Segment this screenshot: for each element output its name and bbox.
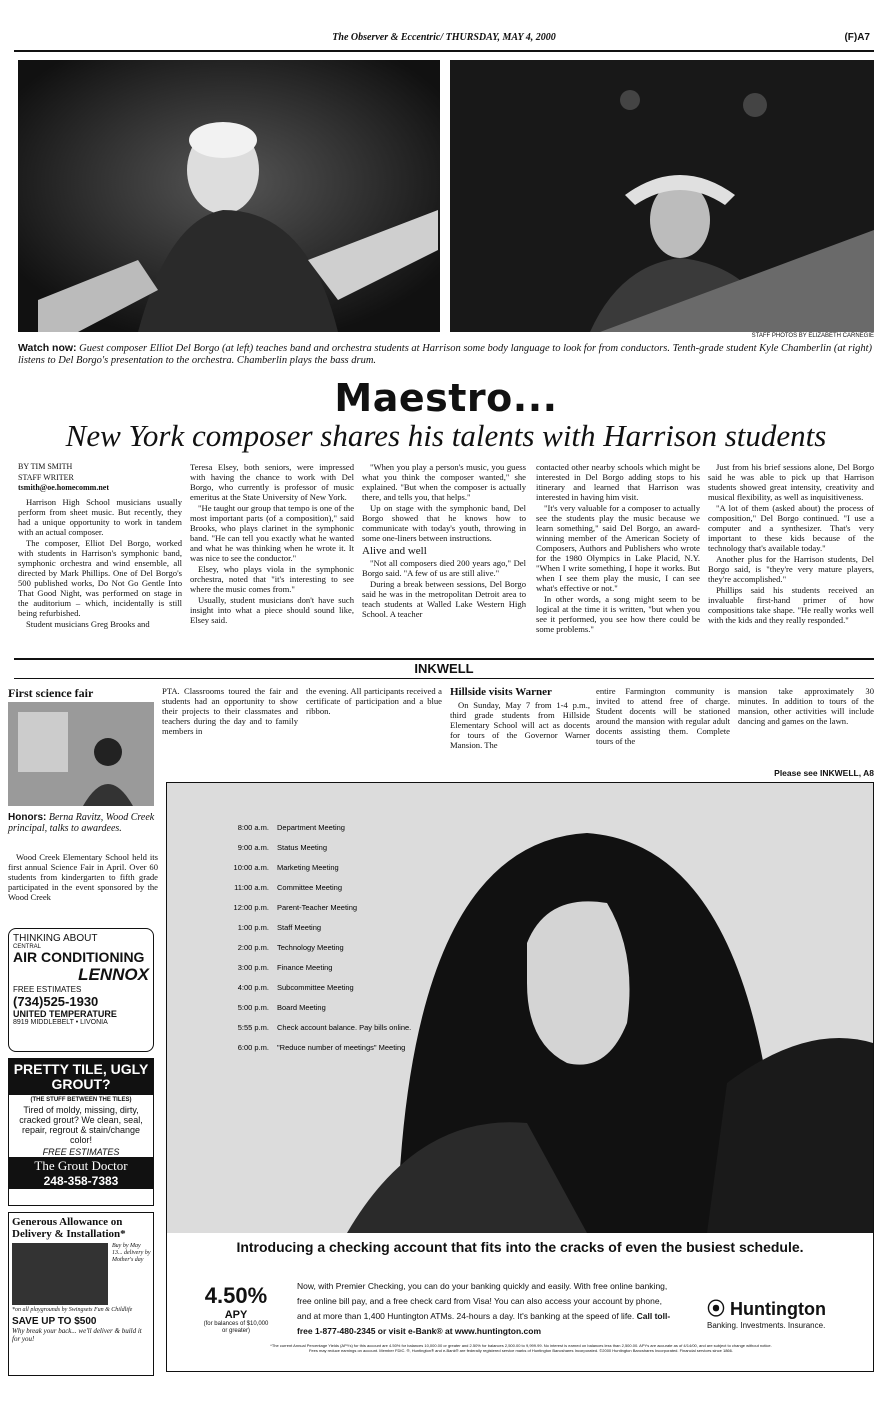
ad-grout-title: PRETTY TILE, UGLY GROUT? (9, 1059, 153, 1095)
schedule-row (227, 963, 332, 972)
schedule-item: Technology Meeting (277, 943, 344, 952)
ad-headline: Introducing a checking account that fits into the cracks of even the busiest schedule. (236, 1239, 804, 1255)
schedule-row (227, 1003, 326, 1012)
schedule-row (227, 1023, 411, 1032)
ad-delivery-tag: Why break your back... we'll deliver & build it for you! (12, 1327, 142, 1343)
section-rule-bottom (14, 678, 874, 679)
story-headline: New York composer shares his talents with Harrison students (65, 418, 827, 453)
brief-paragraph: the evening. All participants received a certificate of participation and a blue ribbon. (306, 686, 442, 716)
science-fair-caption (8, 812, 158, 834)
story-column-1 (18, 462, 182, 650)
schedule-item: Committee Meeting (277, 883, 343, 892)
schedule-time: 5:55 p.m. (237, 1023, 269, 1032)
ad-fine-print-2: Fees may reduce earnings on account. Member FDIC. ®, Huntington® and e-Bank® are federally registered service marks of Huntington Bancshares Incorporated. ©2000 Huntington Bancshares Incorporated. Financial services since 1866. (308, 1348, 733, 1353)
brief-paragraph: PTA. Classrooms toured the fair and students had an opportunity to show their projects to their classmates and teachers during the day and to family members in (162, 686, 298, 736)
schedule-time: 1:00 p.m. (237, 923, 269, 932)
schedule-time: 9:00 a.m. (237, 843, 269, 852)
schedule-item: Status Meeting (277, 843, 328, 852)
ad-delivery-save: SAVE UP TO $500 (12, 1316, 97, 1327)
brief-paragraph: On Sunday, May 7 from 1-4 p.m., third grade students from Hillside Elementary School will act as docents for tours of the Governor Warner Mansion. The (450, 700, 590, 750)
story-column-2 (190, 462, 354, 650)
schedule-item: Staff Meeting (277, 923, 322, 932)
inkwell-title: INKWELL (414, 661, 474, 676)
brief-paragraph: mansion take approximately 30 minutes. In addition to tours of the mansion, other activities will include dancing and games on the lawn. (738, 686, 874, 726)
hillside-head: Hillside visits Warner (450, 686, 552, 698)
ad-grout-doctor (8, 1058, 154, 1206)
ad-air-line3: AIR CONDITIONING (13, 949, 145, 965)
story-column-4 (536, 462, 700, 650)
inkwell-column-6 (738, 686, 874, 762)
photo-credit: STAFF PHOTOS BY ELIZABETH CARNEGIE (751, 333, 874, 339)
ad-rate-note: (for balances of $10,000 or greater) (203, 1321, 269, 1334)
ad-fine-print-1: *The current Annual Percentage Yields (APYs) for this account are 4.50% for balances 10,000.00 or greater and 2.50% for balances 2,500.00 to 9,999.99. No interest is earned on balances less than 2,500.00. APYs are accurate as of 4/14/00, and are subject to change without notice. (270, 1343, 772, 1348)
story-paragraph: "A lot of them (asked about) the process of composition," Del Borgo continued. "I use a computer and a synthesizer. That's very important to these kids because of the technology that's available today." (708, 503, 874, 553)
story-paragraph: Phillips said his students received an invaluable first-hand primer of how compositions take shape. "He really works well with the kids and they really responded." (708, 585, 874, 625)
ad-grout-name: The Grout Doctor (34, 1158, 128, 1173)
story-paragraph: contacted other nearby schools which might be interested in Del Borgo adding stops to his itinerary and learned that Harrison was interested in having him visit. (536, 462, 700, 502)
schedule-row (227, 903, 357, 912)
science-photo-art (8, 702, 154, 806)
ad-call-to-action: Call toll-free 1-877-480-2345 or visit e-Bank® at www.huntington.com (297, 1311, 671, 1336)
ad-delivery-side: Buy by May 13... delivery by Mother's day (112, 1243, 151, 1263)
schedule-item: Check account balance. Pay bills online. (277, 1023, 412, 1032)
schedule-item: Department Meeting (277, 823, 345, 832)
story-paragraph: "Not all composers died 200 years ago," Del Borgo said. "A few of us are still alive." (362, 558, 526, 578)
brand-mark-icon: ⦿ (707, 1299, 731, 1319)
schedule-time: 12:00 p.m. (233, 903, 269, 912)
ad-air-free: FREE ESTIMATES (13, 985, 82, 994)
meeting-schedule (227, 823, 427, 1103)
schedule-row (227, 943, 344, 952)
story-paragraph: In other words, a song might seem to be logical at the time it is written, "but when you see it performed, you see how there could be some problems." (536, 594, 700, 634)
ad-fine-print (171, 1343, 871, 1353)
schedule-time: 8:00 a.m. (237, 823, 269, 832)
ad-delivery-note: *on all playgrounds by Swingsets Fun & Childlife (12, 1307, 133, 1313)
photo-student (450, 60, 874, 332)
inkwell-column-5 (596, 686, 730, 762)
story-paragraph: Teresa Elsey, both seniors, were impressed with having the chance to work with Del Borgo, who currently is professor of music emeritus at the State University of New York. (190, 462, 354, 502)
brief-paragraph: Wood Creek Elementary School held its first annual Science Fair in April. Over 60 students from kindergarten to fifth grade participated in the event sponsored by the Wood Creek (8, 852, 158, 902)
story-paragraph: "It's very valuable for a composer to actually see the students play the music because we learn something," said Del Borgo, an award-winning member of the American Society of Composers, Authors and Publishers who wrote for the 1980 Olympics in Lake Placid, N.Y. "When I write something, I hope it works. But when I see them play the music, I can see what's effective or not." (536, 503, 700, 593)
schedule-row (227, 923, 321, 932)
ad-air-conditioning (8, 928, 154, 1052)
ad-air-line1: THINKING ABOUT (13, 933, 98, 944)
science-fair-photo (8, 702, 154, 806)
story-paragraph: Elsey, who plays viola in the symphonic orchestra, noted that "it's interesting to see where the music comes from." (190, 564, 354, 594)
ad-brand: Huntington (730, 1299, 826, 1319)
inkwell-jump-line: Please see INKWELL, A8 (774, 768, 874, 778)
story-paragraph: Harrison High School musicians usually perform from sheet music. But recently, they had a unique opportunity to work in tandem with an actual composer. (18, 496, 182, 537)
ad-tagline: Banking. Investments. Insurance. (707, 1321, 826, 1330)
schedule-time: 3:00 p.m. (237, 963, 269, 972)
ad-air-address: 8919 MIDDLEBELT • LIVONIA (13, 1019, 108, 1026)
schedule-time: 4:00 p.m. (237, 983, 269, 992)
story-paragraph: "When you play a person's music, you guess what you think the composer wanted," she explained. "But when the composer is actually there, and tells you, that helps." (362, 462, 526, 502)
schedule-item: "Reduce number of meetings" Meeting (277, 1043, 406, 1052)
ad-grout-body: Tired of moldy, missing, dirty, cracked grout? We clean, seal, repair, regrout & stain/change color! (19, 1105, 143, 1145)
photo-composer (18, 60, 440, 332)
story-paragraph: "He taught our group that tempo is one of the most important parts (of a composition)," said Brooks, who plays clarinet in the symphonic band. "He can tell you exactly what he wanted and what he was thinking when he wrote it. It was nice to see the conductor." (190, 503, 354, 563)
section-rule-top (14, 658, 874, 660)
ad-delivery (8, 1212, 154, 1376)
story-column-5 (708, 462, 874, 650)
schedule-time: 6:00 p.m. (237, 1043, 269, 1052)
huntington-logo (707, 1295, 867, 1330)
ad-huntington (166, 782, 874, 1372)
ad-air-company: UNITED TEMPERATURE (13, 1009, 117, 1019)
schedule-item: Board Meeting (277, 1003, 326, 1012)
schedule-row (227, 983, 354, 992)
inkwell-column-4 (450, 700, 590, 760)
story-column-3 (362, 462, 526, 650)
caption-text: Guest composer Elliot Del Borgo (at left) teaches band and orchestra students at Harrison some body language to look for from conductors. Tenth-grade student Kyle Chamberlin (at right) listens to Del Borgo's presentation to the orchestra. Chamberlin plays the bass drum. (18, 343, 873, 366)
schedule-row (227, 1043, 405, 1052)
caption-lead: Watch now: (18, 342, 77, 354)
folio-rule (14, 50, 874, 52)
schedule-item: Marketing Meeting (277, 863, 339, 872)
story-subhead: Alive and well (362, 545, 427, 557)
schedule-time: 2:00 p.m. (237, 943, 269, 952)
ad-air-phone: (734)525-1930 (13, 994, 99, 1009)
byline-name: BY TIM SMITH (18, 462, 73, 471)
inkwell-column-2 (162, 686, 298, 762)
schedule-row (227, 863, 339, 872)
story-paragraph: Up on stage with the symphonic band, Del Borgo showed that he knows how to communicate with today's youth, throwing in some one-liners between instructions. (362, 503, 526, 543)
story-paragraph: Usually, student musicians don't have such insight into what a piece should sound like, Elsey said. (190, 595, 354, 625)
ad-rate: 4.50% (204, 1283, 268, 1308)
student-photo-art (450, 60, 874, 332)
playground-image (12, 1243, 108, 1305)
schedule-item: Subcommittee Meeting (277, 983, 354, 992)
schedule-item: Finance Meeting (277, 963, 333, 972)
story-paragraph: Another plus for the Harrison students, Del Borgo said, is "they're very mature players, they're accomplished." (708, 554, 874, 584)
schedule-time: 10:00 a.m. (233, 863, 269, 872)
ad-body-text: Now, with Premier Checking, you can do your banking quickly and easily. With free online banking, free online bill pay, and a free check card from Visa! You can also access your account by phone, and at more than 1,400 Huntington ATMs. 24-hours a day. It's banking at the speed of life. (297, 1281, 668, 1321)
page-folio (0, 32, 888, 46)
schedule-row (227, 843, 327, 852)
science-fair-text (8, 852, 158, 922)
story-kicker: Maestro... (334, 376, 558, 420)
story-paragraph: During a break between sessions, Del Borgo said he was in the metropolitan Detroit area to teach students at Walled Lake Western High School. A teacher (362, 579, 526, 619)
schedule-item: Parent-Teacher Meeting (277, 903, 358, 912)
page-number: (F)A7 (844, 32, 870, 43)
ad-grout-phone: 248-358-7383 (43, 1174, 119, 1188)
ad-apy: APY (224, 1309, 248, 1321)
story-paragraph: Just from his brief sessions alone, Del Borgo said he was able to pick up that Harrison students showed great intensity, creativity and musical flexibility, as well as inquisitiveness. (708, 462, 874, 502)
composer-photo-art (18, 60, 440, 332)
folio-title: The Observer & Eccentric/ THURSDAY, MAY 4, 2000 (332, 32, 556, 43)
byline-email: tsmith@oe.homecomm.net (18, 483, 109, 492)
schedule-time: 5:00 p.m. (237, 1003, 269, 1012)
ad-grout-footer (9, 1157, 153, 1189)
story-paragraph: The composer, Elliot Del Borgo, worked with students in Harrison's symphonic band, symphonic orchestra and wind ensemble, all directed by Mark Phillips. One of Del Borgo's 500 published works, Do Not Go Gentle Into That Good Night, was performed on stage in the auditorium – which, incidentally is still being refurbished. (18, 537, 182, 618)
ad-air-line2: CENTRAL (13, 944, 42, 950)
ad-delivery-image-row (12, 1243, 150, 1307)
byline-title: STAFF WRITER (18, 472, 74, 482)
ad-grout-sub: (THE STUFF BETWEEN THE TILES) (30, 1097, 132, 1103)
science-caption-lead: Honors: (8, 812, 47, 823)
ad-body (297, 1279, 677, 1339)
schedule-row (227, 823, 345, 832)
story-paragraph: Student musicians Greg Brooks and (26, 618, 150, 629)
inkwell-column-3 (306, 686, 442, 762)
science-caption-text: Berna Ravitz, Wood Creek principal, talks to awardees. (8, 812, 155, 834)
schedule-time: 11:00 a.m. (234, 883, 269, 892)
ad-grout-free: FREE ESTIMATES (42, 1147, 120, 1157)
ad-air-brand: LENNOX (78, 965, 149, 984)
brief-paragraph: entire Farmington community is invited to attend free of charge. Student docents will be stationed around the mansion with regular adult docents assisting them. Complete tours of the (596, 686, 730, 746)
ad-delivery-title: Generous Allowance on Delivery & Installation* (12, 1216, 126, 1240)
science-fair-head: First science fair (8, 686, 94, 700)
schedule-row (227, 883, 342, 892)
ad-rate-block (201, 1283, 271, 1335)
photo-caption (18, 342, 874, 367)
